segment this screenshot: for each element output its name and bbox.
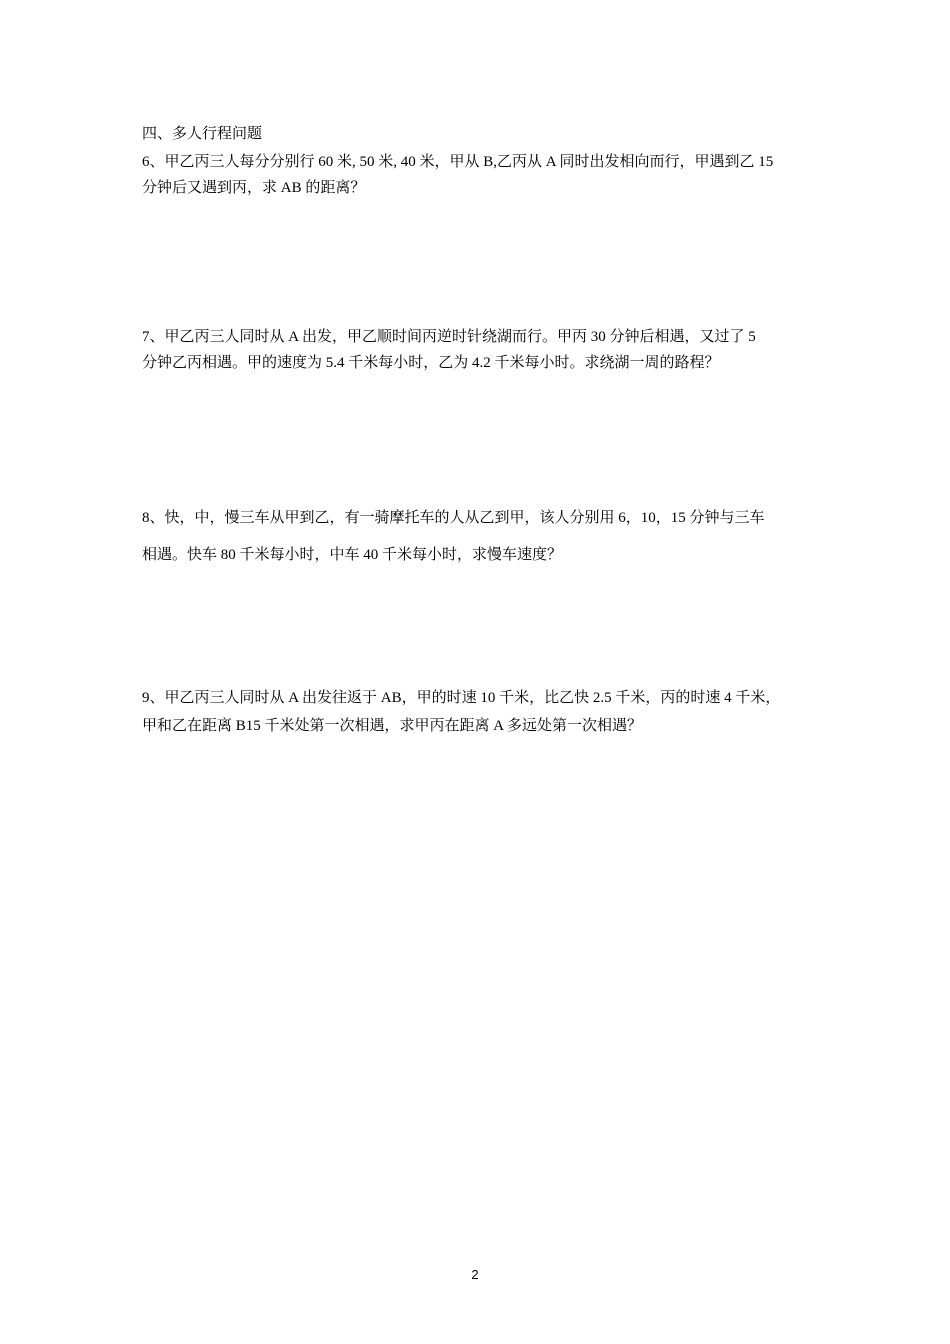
problem-7-line-2: 分钟乙丙相遇。甲的速度为 5.4 千米每小时，乙为 4.2 千米每小时。求绕湖一周的路程？ bbox=[142, 355, 720, 371]
problem-6-line-1: 6、甲乙丙三人每分分别行 60 米, 50 米, 40 米，甲从 B,乙丙从 A 同时出发相向而行，甲遇到乙 15 bbox=[142, 154, 774, 170]
problem-8-line-2: 相遇。快车 80 千米每小时，中车 40 千米每小时，求慢车速度？ bbox=[142, 547, 563, 563]
problem-9-line-2: 甲和乙在距离 B15 千米处第一次相遇，求甲丙在距离 A 多远处第一次相遇？ bbox=[142, 718, 643, 734]
problem-7-line-1: 7、甲乙丙三人同时从 A 出发，甲乙顺时间丙逆时针绕湖而行。甲丙 30 分钟后相遇，又过了 5 bbox=[142, 329, 756, 345]
section-title: 四、多人行程问题 bbox=[142, 126, 263, 142]
problem-6-line-2: 分钟后又遇到丙，求 AB 的距离？ bbox=[142, 180, 366, 196]
problem-9-line-1: 9、甲乙丙三人同时从 A 出发往返于 AB，甲的时速 10 千米，比乙快 2.5 千米，丙的时速 4 千米， bbox=[142, 690, 781, 706]
problem-8-line-1: 8、快，中，慢三车从甲到乙，有一骑摩托车的人从乙到甲，该人分别用 6，10，15 分钟与三车 bbox=[142, 510, 765, 526]
page-number: 2 bbox=[471, 1267, 479, 1282]
